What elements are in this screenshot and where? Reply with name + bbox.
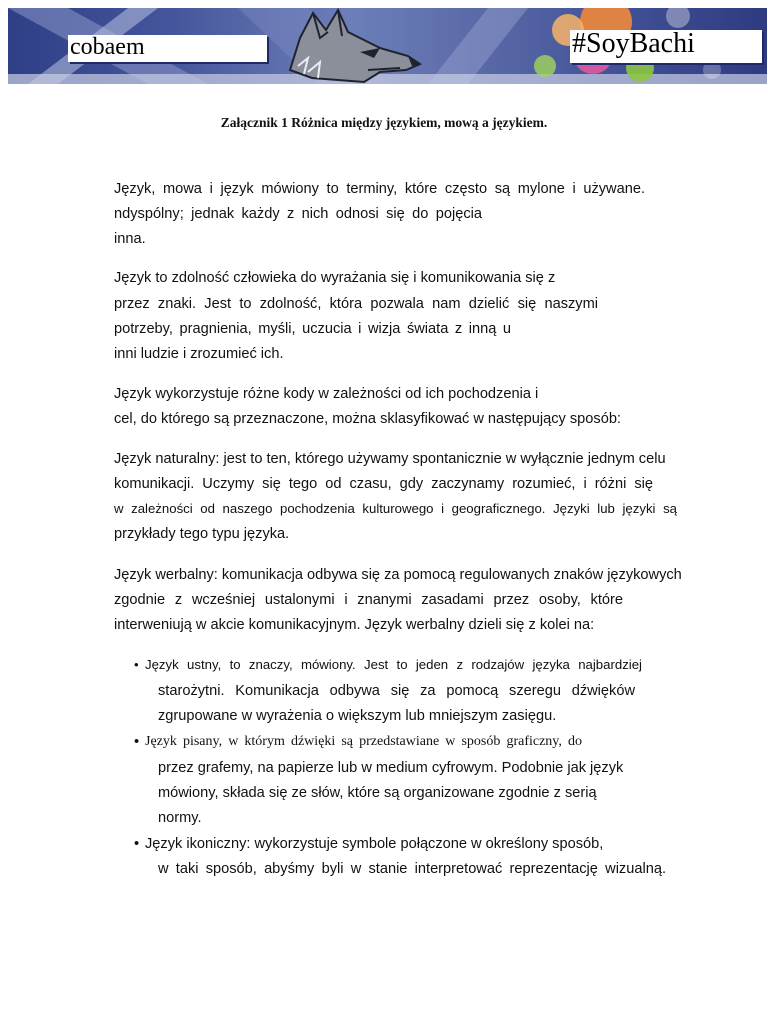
header-left-label: cobaem (68, 35, 267, 62)
header-banner (8, 8, 767, 84)
paragraph-line: potrzeby, pragnienia, myśli, uczucia i wizja świata z inną u (114, 321, 511, 337)
paragraph-line: w zależności od naszego pochodzenia kulturowego i geograficznego. Języki lub języki są (114, 501, 677, 516)
paragraph-line: Język wykorzystuje różne kody w zależności od ich pochodzenia i (114, 386, 539, 402)
paragraph-line: Język, mowa i język mówiony to terminy, które często są mylone i używane. (114, 181, 645, 197)
paragraph-line: inni ludzie i zrozumieć ich. (114, 346, 284, 362)
bullet-item-line: zgrupowane w wyrażenia o większym lub mniejszym zasięgu. (158, 708, 557, 724)
paragraph-line: ndyspólny; jednak każdy z nich odnosi się do pojęcia (114, 206, 482, 222)
bullet-glyph: • (134, 657, 139, 672)
paragraph-line: zgodnie z wcześniej ustalonymi i znanymi zasadami przez osoby, które (114, 592, 623, 608)
paragraph-line: Język to zdolność człowieka do wyrażania się i komunikowania się z (114, 270, 556, 286)
bullet-item-line: przez grafemy, na papierze lub w medium cyfrowym. Podobnie jak język (158, 760, 624, 776)
paragraph-line: Język werbalny: komunikacja odbywa się za pomocą regulowanych znaków językowych (114, 567, 682, 583)
document-title: Załącznik 1 Różnica między językiem, mową a językiem. (220, 115, 548, 130)
bullet-item-line: w taki sposób, abyśmy byli w stanie interpretować reprezentację wizualną. (158, 861, 666, 877)
bullet-item-line: Język ustny, to znaczy, mówiony. Jest to jeden z rodzajów języka najbardziej (145, 657, 642, 672)
bullet-item-line: normy. (158, 810, 202, 826)
paragraph-line: cel, do którego są przeznaczone, można sklasyfikować w następujący sposób: (114, 411, 621, 427)
paragraph-line: interweniują w akcie komunikacyjnym. Język werbalny dzieli się z kolei na: (114, 617, 595, 633)
paragraph-line: przez znaki. Jest to zdolność, która pozwala nam dzielić się naszymi (114, 296, 598, 312)
bullet-glyph: • (134, 734, 140, 750)
paragraph-line: Język naturalny: jest to ten, którego używamy spontanicznie w wyłącznie jednym celu (114, 451, 666, 467)
paragraph-line: przykłady tego typu języka. (114, 526, 290, 542)
bullet-glyph: • (134, 836, 140, 852)
header-right-label: #SoyBachi (570, 30, 762, 63)
bullet-item-line: Język ikoniczny: wykorzystuje symbole połączone w określony sposób, (145, 836, 604, 852)
bullet-item-line: starożytni. Komunikacja odbywa się za pomocą szeregu dźwięków (158, 683, 635, 699)
bullet-item-line: Język pisany, w którym dźwięki są przedstawiane w sposób graficzny, do (145, 734, 582, 749)
wolf-mascot-icon (290, 10, 420, 82)
bullet-item-line: mówiony, składa się ze słów, które są organizowane zgodnie z serią (158, 785, 597, 801)
paragraph-line: inna. (114, 231, 146, 247)
paragraph-line: komunikacji. Uczymy się tego od czasu, gdy zaczynamy rozumieć, i różni się (114, 476, 653, 492)
